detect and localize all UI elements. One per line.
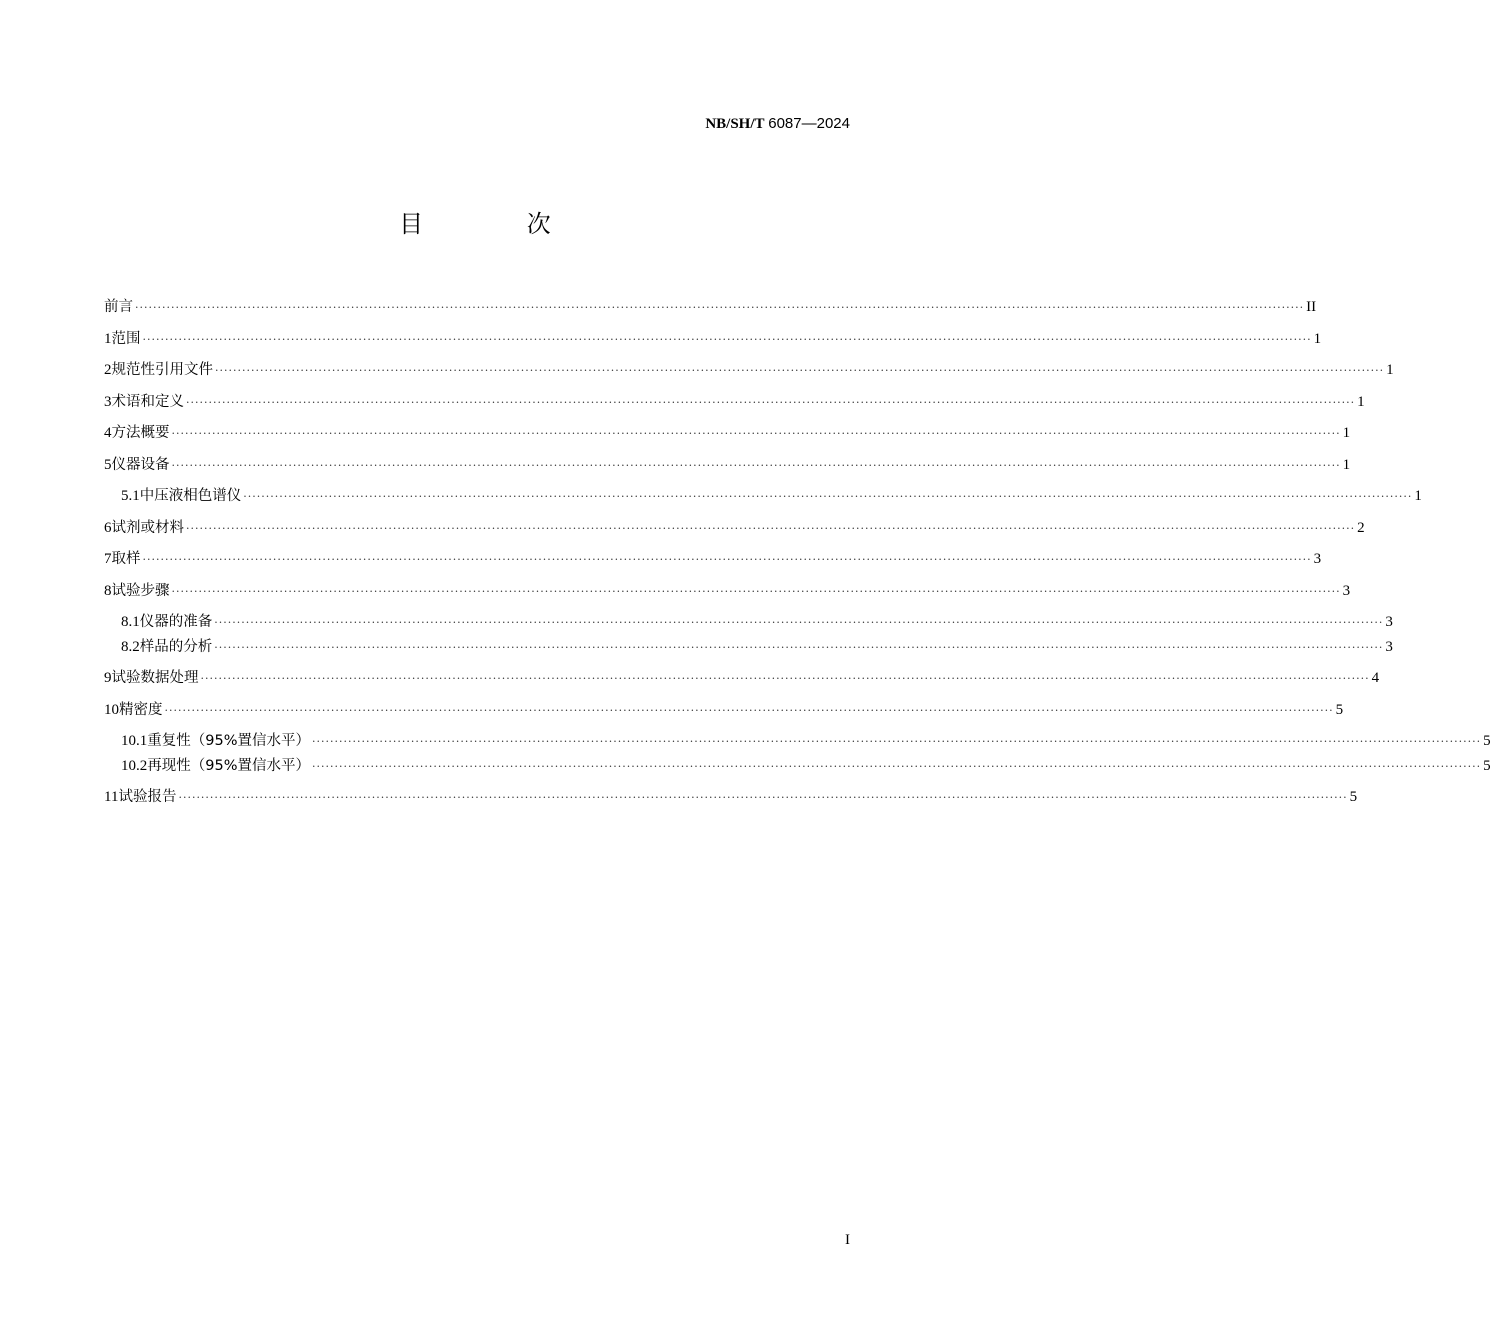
toc-entry-page: 3 <box>1313 551 1322 567</box>
toc-entry-title: 规范性引用文件 <box>111 362 213 378</box>
toc-entry[interactable] <box>104 611 1393 633</box>
toc-entry-title: 样品的分析 <box>139 639 213 655</box>
toc-entry-page: 5 <box>1483 758 1491 774</box>
toc-entry-title: 中压液相色谱仪 <box>139 488 242 504</box>
toc-entry-title: 试验报告 <box>118 789 177 805</box>
toc-entry[interactable] <box>104 422 1351 444</box>
toc-entry-page: 2 <box>1357 520 1365 536</box>
toc-entry-number: 7 <box>104 551 112 567</box>
toc-dot-leader: ···································································································································································································································································· <box>135 301 1305 314</box>
toc-entry-title: 方法概要 <box>111 425 170 441</box>
toc-entry-number: 1 <box>104 331 112 347</box>
toc-dot-leader: ···································································································································································································································································· <box>186 522 1356 535</box>
toc-entry-title: 试验步骤 <box>111 583 170 599</box>
toc-entry-title: 术语和定义 <box>111 394 184 410</box>
toc-entry-page: 5 <box>1483 733 1491 749</box>
toc-entry-title: 范围 <box>111 331 141 347</box>
toc-entry-page: 3 <box>1385 614 1393 630</box>
toc-entry[interactable] <box>104 359 1394 381</box>
standard-number <box>705 114 850 134</box>
toc-entry-page: 1 <box>1342 457 1351 473</box>
toc-entry[interactable] <box>104 730 1491 752</box>
toc-entry-title: 仪器设备 <box>111 457 170 473</box>
toc-dot-leader: ···································································································································································································································································· <box>171 459 1341 472</box>
toc-entry-page: 1 <box>1386 362 1394 378</box>
toc-entry-title: 仪器的准备 <box>139 614 213 630</box>
toc-entry-number: 8 <box>104 583 112 599</box>
toc-entry[interactable] <box>104 391 1365 413</box>
toc-entry[interactable] <box>104 296 1317 318</box>
toc-entry-page: II <box>1306 299 1317 315</box>
toc-entry-number: 8.2 <box>121 639 140 655</box>
toc-dot-leader: ···································································································································································································································································· <box>214 616 1384 629</box>
toc-entry-number: 11 <box>104 789 119 805</box>
toc-dot-leader: ···································································································································································································································································· <box>214 641 1384 654</box>
toc-entry[interactable] <box>104 667 1380 689</box>
toc-entry-number: 9 <box>104 670 112 686</box>
toc-entry-page: 3 <box>1342 583 1351 599</box>
toc-entry-page: 1 <box>1414 488 1422 504</box>
toc-entry-title: 取样 <box>111 551 141 567</box>
toc-entry-title: 前言 <box>104 299 133 315</box>
toc-dot-leader: ···································································································································································································································································· <box>171 427 1341 440</box>
toc-dot-leader: ···································································································································································································································································· <box>142 553 1312 566</box>
toc-entry-page: 5 <box>1335 702 1344 718</box>
toc-dot-leader: ···································································································································································································································································· <box>311 760 1482 773</box>
toc-entry[interactable] <box>104 636 1393 658</box>
toc-entry-page: 5 <box>1349 789 1358 805</box>
toc-entry-number: 10 <box>104 702 119 718</box>
toc-title: 目 次 <box>399 210 599 238</box>
toc-entry-number: 10.1 <box>121 733 148 749</box>
toc-entry-number: 2 <box>104 362 112 378</box>
toc-entry-page: 1 <box>1313 331 1322 347</box>
toc-dot-leader: ···································································································································································································································································· <box>243 490 1413 503</box>
toc-dot-leader: ···································································································································································································································································· <box>186 396 1356 409</box>
toc-entry-number: 6 <box>104 520 112 536</box>
toc-entry-number: 3 <box>104 394 112 410</box>
toc-dot-leader: ···································································································································································································································································· <box>142 333 1312 346</box>
page-number: I <box>845 1232 850 1248</box>
toc-dot-leader: ···································································································································································································································································· <box>311 735 1482 748</box>
toc-entry-title: 试剂或材料 <box>111 520 184 536</box>
toc-dot-leader: ···································································································································································································································································· <box>215 364 1385 377</box>
toc-entry[interactable] <box>104 548 1322 570</box>
toc-entry-title: 再现性（95%置信水平） <box>147 758 310 774</box>
toc-entry-title: 精密度 <box>119 702 163 718</box>
toc-entry[interactable] <box>104 755 1491 777</box>
toc-entry[interactable] <box>104 786 1358 808</box>
toc-entry-number: 10.2 <box>121 758 148 774</box>
toc-entry-title: 试验数据处理 <box>111 670 199 686</box>
standard-code: 6087—2024 <box>768 115 850 132</box>
toc-entry[interactable] <box>104 517 1365 539</box>
toc-entry-title: 重复性（95%置信水平） <box>147 733 310 749</box>
toc-entry-page: 4 <box>1371 670 1380 686</box>
toc-entry-page: 1 <box>1357 394 1365 410</box>
toc-dot-leader: ···································································································································································································································································· <box>164 704 1334 717</box>
toc-entry-page: 3 <box>1385 639 1393 655</box>
toc-entry-number: 5.1 <box>121 488 140 504</box>
toc-entry-number: 8.1 <box>121 614 140 630</box>
toc-entry[interactable] <box>104 485 1422 507</box>
toc-entry-number: 5 <box>104 457 112 473</box>
toc-entry-number: 4 <box>104 425 112 441</box>
standard-prefix: NB/SH/T <box>705 116 765 132</box>
toc-entry[interactable] <box>104 699 1344 721</box>
toc-entry[interactable] <box>104 454 1351 476</box>
toc-entry-page: 1 <box>1342 425 1351 441</box>
toc-dot-leader: ···································································································································································································································································· <box>178 791 1348 804</box>
toc-dot-leader: ···································································································································································································································································· <box>171 585 1341 598</box>
toc-entry[interactable] <box>104 328 1322 350</box>
toc-entry[interactable] <box>104 580 1351 602</box>
toc-dot-leader: ···································································································································································································································································· <box>200 672 1370 685</box>
